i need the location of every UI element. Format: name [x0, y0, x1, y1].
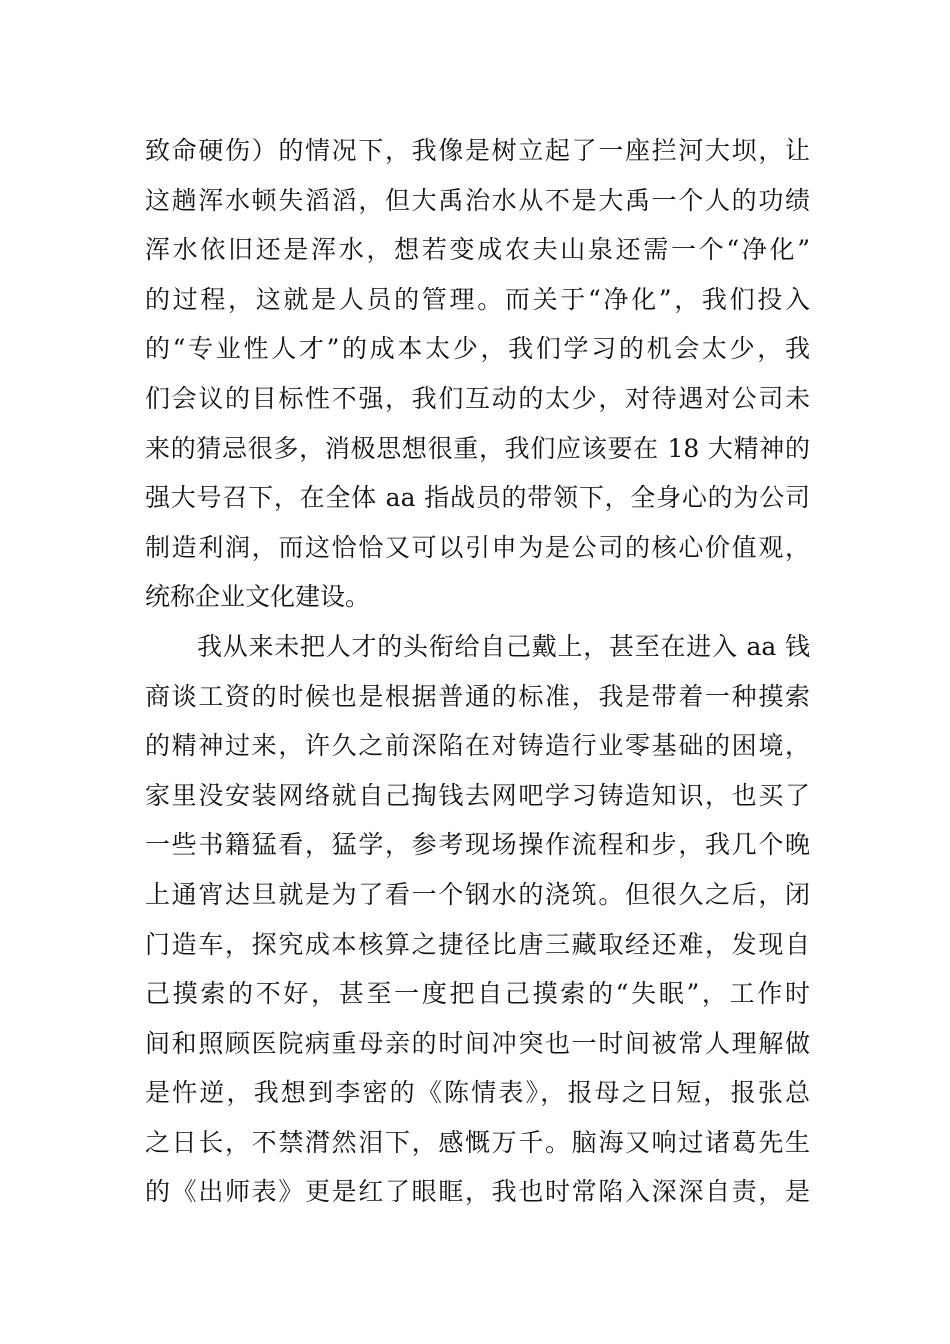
text-line: 浑水依旧还是浑水，想若变成农夫山泉还需一个“净化”: [145, 235, 810, 265]
text-line: 们会议的目标性不强，我们互动的太少，对待遇对公司未: [145, 383, 810, 413]
text-line: 间和照顾医院病重母亲的时间冲突也一时间被常人理解做: [145, 1028, 810, 1058]
text-line: 来的猜忌很多，消极思想很重，我们应该要在 18 大精神的: [145, 433, 810, 463]
text-line: 的过程，这就是人员的管理。而关于“净化”，我们投入: [145, 284, 810, 314]
text-line: 这趟浑水顿失滔滔，但大禹治水从不是大禹一个人的功绩: [145, 185, 810, 215]
text-line: 门造车，探究成本核算之捷径比唐三藏取经还难，发现自: [145, 929, 810, 959]
text-line: 是忤逆，我想到李密的《陈情表》，报母之日短，报张总: [145, 1078, 810, 1108]
text-line: 之日长，不禁潸然泪下，感慨万千。脑海又响过诸葛先生: [145, 1127, 810, 1157]
text-line: 家里没安装网络就自己掏钱去网吧学习铸造知识，也买了: [145, 780, 810, 810]
text-line: 制造利润，而这恰恰又可以引申为是公司的核心价值观，: [145, 532, 810, 562]
text-line: 上通宵达旦就是为了看一个钢水的浇筑。但很久之后，闭: [145, 879, 810, 909]
text-line: 的“专业性人才”的成本太少，我们学习的机会太少，我: [145, 334, 810, 364]
text-line: 统称企业文化建设。: [145, 582, 371, 612]
text-line: 强大号召下，在全体 aa 指战员的带领下，全身心的为公司: [145, 483, 810, 513]
text-line: 的《出师表》更是红了眼眶，我也时常陷入深深自责，是: [145, 1177, 810, 1207]
text-line: 致命硬伤）的情况下，我像是树立起了一座拦河大坝，让: [145, 136, 810, 165]
text-line: 我从来未把人才的头衔给自己戴上，甚至在进入 aa 钱: [197, 631, 810, 661]
text-line: 一些书籍猛看，猛学，参考现场操作流程和步，我几个晚: [145, 830, 810, 860]
text-line: 己摸索的不好，甚至一度把自己摸索的“失眠”，工作时: [145, 979, 810, 1009]
text-line: 的精神过来，许久之前深陷在对铸造行业零基础的困境，: [145, 731, 810, 761]
body-text: [145, 126, 810, 1217]
text-line: 商谈工资的时候也是根据普通的标准，我是带着一种摸索: [145, 681, 810, 711]
